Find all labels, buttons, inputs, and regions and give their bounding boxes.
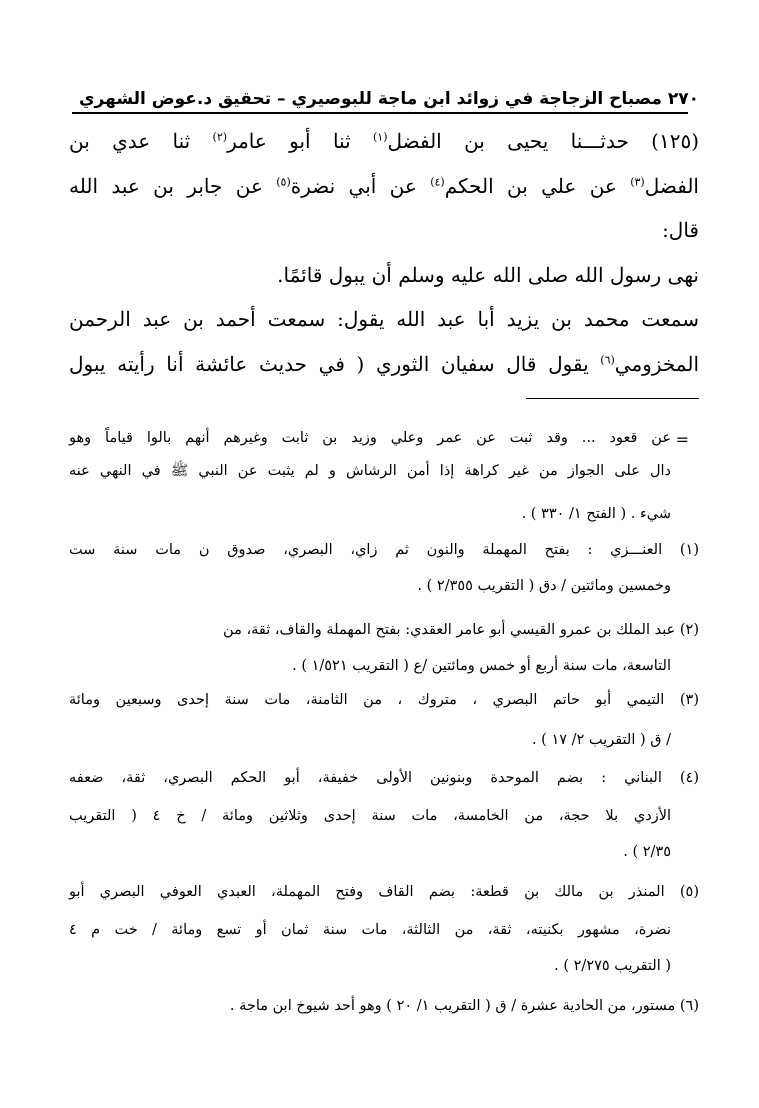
- footnote-ref: (٣): [630, 175, 645, 189]
- footnote-continuation-line: شيء . ( الفتح ١/ ٣٣٠ ) .: [521, 506, 671, 522]
- footnote-2-line: التاسعة، مات سنة أربع أو خمس ومائتين /ع ( التقريب ١/٥٢١ ) .: [292, 658, 671, 674]
- footnote-1-line: وخمسين ومائتين / دق ( التقريب ٢/٣٥٥ ) .: [417, 578, 671, 594]
- hadith-line-6: [69, 350, 699, 378]
- footnote-separator: [526, 398, 699, 399]
- footnote-continuation-line: دال على الجواز من غير كراهة إذا أمن الرشاش و لم يثبت عن النبي ﷺ في النهي عنه: [69, 463, 671, 479]
- text-segment: يقول قال سفيان الثوري ( في حديث عائشة أنا رأيته يبول: [69, 352, 601, 376]
- text-segment: عن جابر بن عبد الله: [69, 174, 277, 198]
- text-segment: (١٢٥) حدثـــنا يحيى بن الفضل: [387, 129, 699, 153]
- hadith-line-3: قال:: [662, 218, 699, 242]
- text-segment: ثنا أبو عامر: [227, 129, 373, 153]
- footnote-ref: (١): [372, 130, 388, 144]
- footnote-5-line: نضرة، مشهور بكنيته، ثقة، من الثالثة، مات سنة ثمان أو تسع ومائة / خت م ٤: [69, 922, 671, 938]
- footnote-ref: (٦): [600, 353, 615, 367]
- footnote-continuation-line: عن قعود ... وقد ثبت عن عمر وعلي وزيد بن ثابت وغيرهم أنهم بالوا قياماً وهو: [69, 430, 671, 446]
- header-rule: [72, 112, 688, 114]
- text-segment: عن علي بن الحكم: [444, 174, 631, 198]
- footnote-4-line: (٤) البناني : بضم الموحدة وبنونين الأولى خفيفة، أبو الحكم البصري، ثقة، ضعفه: [69, 770, 699, 786]
- text-segment: الفضل: [644, 174, 699, 198]
- hadith-line-2: [69, 172, 699, 200]
- footnote-ref: (٥): [276, 175, 291, 189]
- text-segment: ثنا عدي بن: [69, 129, 213, 153]
- continuation-mark: =: [675, 430, 689, 449]
- text-segment: عن أبي نضرة: [290, 174, 431, 198]
- footnote-5-line: (٥) المنذر بن مالك بن قطعة: بضم القاف وفتح المهملة، العبدي العوفي البصري أبو: [69, 884, 699, 900]
- footnote-ref: (٤): [430, 175, 445, 189]
- footnote-5-line: ( التقريب ٢/٢٧٥ ) .: [554, 958, 671, 974]
- footnote-1-line: (١) العنـــزي : بفتح المهملة والنون ثم زاي، البصري، صدوق ن مات سنة ست: [69, 542, 699, 558]
- footnote-4-line: ٢/٣٥ ) .: [623, 844, 671, 860]
- text-segment: المخزومي: [614, 352, 699, 376]
- footnote-3-line: (٣) التيمي أبو حاتم البصري ، متروك ، من الثامنة، مات سنة إحدى وسبعين ومائة: [69, 692, 699, 708]
- footnote-2-line: (٢) عبد الملك بن عمرو القيسي أبو عامر العقدي: بفتح المهملة والقاف، ثقة، من: [223, 622, 699, 638]
- footnote-4-line: الأزدي بلا حجة، من الخامسة، مات سنة إحدى وثلاثين ومائة / خ ٤ ( التقريب: [69, 808, 671, 824]
- hadith-matn: نهى رسول الله صلى الله عليه وسلم أن يبول قائمًا.: [277, 263, 699, 287]
- hadith-line-5: سمعت محمد بن يزيد أبا عبد الله يقول: سمعت أحمد بن عبد الرحمن: [69, 307, 699, 331]
- footnote-3-line: / ق ( التقريب ٢/ ١٧ ) .: [531, 732, 671, 748]
- hadith-line-1: [69, 127, 699, 155]
- footnote-ref: (٢): [212, 130, 228, 144]
- footnote-6-line: (٦) مستور، من الحادية عشرة / ق ( التقريب ١/ ٢٠ ) وهو أحد شيوخ ابن ماجة .: [229, 998, 699, 1014]
- running-header: ٢٧٠ مصباح الزجاجة في زوائد ابن ماجة للبوصيري – تحقيق د.عوض الشهري: [78, 89, 699, 109]
